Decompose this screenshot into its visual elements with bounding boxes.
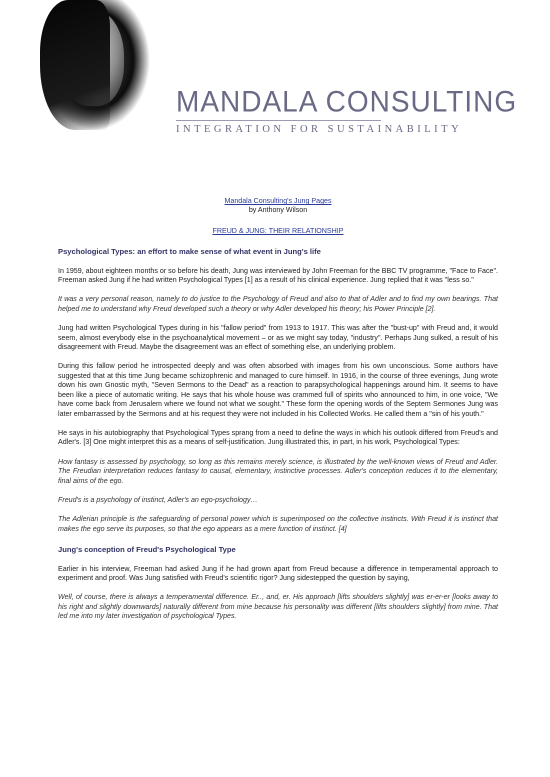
jung-pages-link[interactable]: Mandala Consulting's Jung Pages [224,197,332,205]
paragraph-2: Jung had written Psychological Types during in his "fallow period" from 1913 to 1917. This was after the "bust-up" with Freud and, it would seem, almost everybody else in the psychoanalytical movement – or as we might say today, "industry". Perhaps Jung sulked, a result of his disagreement with Freud. Maybe the disagreement was an effect of something else, an underlying problem. [58,324,498,352]
quote-5: Well, of course, there is always a temperamental difference. Er.., and, er. His approach [lifts shoulders slightly] was er-er-er [looks away to his right and slightly downwards] naturally different from mine because his personality was different [lifts shoulders slightly] from mine. That led me into my later investigation of psychological Types. [58,593,498,621]
quote-3: Freud's is a psychology of instinct, Adler's an ego-psychology… [58,495,258,504]
paragraph-5: Earlier in his interview, Freeman had asked Jung if he had grown apart from Freud because a difference in temperamental approach to experiment and proof. Was Jung satisfied with Freud's scientific rigor? Jung sidestepped the question by saying, [58,564,498,582]
paragraph-3: During this fallow period he introspected deeply and was often absorbed with images from his own unconscious. Some authors have suggested that at this time Jung became schizophrenic and managed to cure himself. In 1916, in the course of three evenings, Jung wrote down his own Gnostic myth, "Seven Sermons to the Dead" as a reaction to parapsychological happenings around him. It seems to have been like a piece of automatic writing. He says that his whole house was crammed full of spirits who announced to him, in one voice, "We have come back from Jerusalem where we found not what we sought." These form the opening words of the Septem Sermones Jung was later embarrassed by the Sermons and at his request they were not included in his Collected Works. He called them a "sin of his youth." [58,362,498,418]
brand-tagline: INTEGRATION FOR SUSTAINABILITY [176,124,463,135]
portrait-photo [0,0,165,140]
paragraph-1: In 1959, about eighteen months or so before his death, Jung was interviewed by John Freeman for the BBC TV programme, "Face to Face". Freeman asked Jung if he had written Psychological Types [1] as a result of his clinical experience. Jung replied that it was "less so." [58,266,498,285]
brand-name: MANDALA CONSULTING [176,85,518,118]
quote-1: It was a very personal reason, namely to do justice to the Psychology of Freud and also to that of Adler and to find my own bearings. That helped me to understand why Freud developed such a theory or why Adler developed his theory; his Power Principle [2]. [58,295,498,313]
document-body [58,197,498,622]
quote-4: The Adlerian principle is the safeguarding of personal power which is superimposed on the collective instincts. With Freud it is instinct that makes the ego serve its purposes, so that the ego appears as a mere function of instinct. [4] [58,515,498,533]
letterhead [0,0,550,145]
quote-2: How fantasy is assessed by psychology, so long as this remains merely science, is illustrated by the well-known views of Freud and Adler. The Freudian interpretation reduces fantasy to causal, elementary, instinctive processes. Adler's conception reduces it to the elementary, final aims of the ego. [58,457,498,485]
section-heading-freud-type: Jung's conception of Freud's Psychological Type [58,545,236,555]
paragraph-4: He says in his autobiography that Psychological Types sprang from a need to define the ways in which his outlook differed from Freud's and Adler's. [3] One might interpret this as a means of self-justification. Jung illustrated this, in part, in his work, Psychological Types: [58,428,498,447]
article-subtitle[interactable]: FREUD & JUNG: THEIR RELATIONSHIP [212,226,344,235]
brand-divider [176,120,381,121]
section-heading-psychological-types: Psychological Types: an effort to make sense of what event in Jung's life [58,247,321,257]
byline: by Anthony Wilson [248,206,308,215]
portrait-hair [40,0,110,130]
